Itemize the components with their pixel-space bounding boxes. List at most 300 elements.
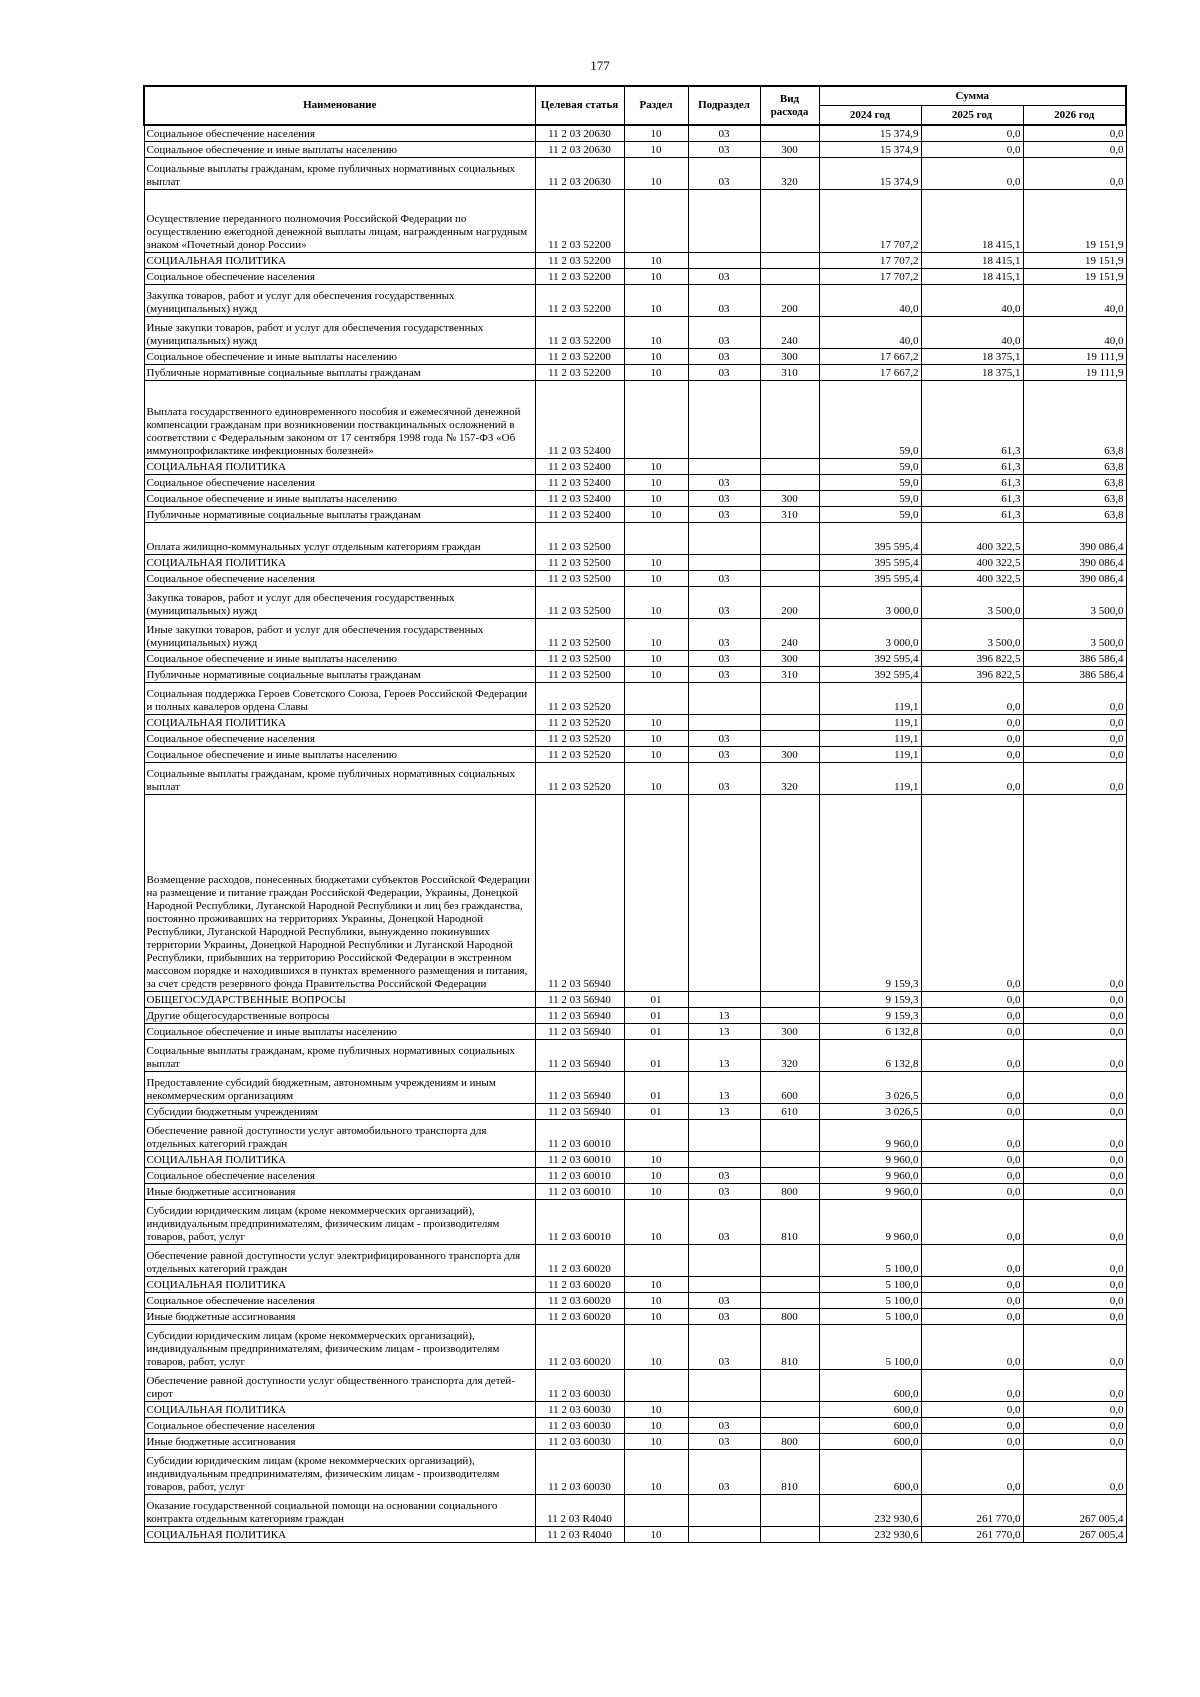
- cell-target-article: 11 2 03 60020: [535, 1293, 624, 1309]
- cell-subsection: [688, 992, 760, 1008]
- cell-target-article: 11 2 03 52500: [535, 619, 624, 651]
- table-row: [144, 365, 1126, 381]
- cell-expense-type: [760, 571, 819, 587]
- cell-target-article: 11 2 03 56940: [535, 1040, 624, 1072]
- table-row: [144, 992, 1126, 1008]
- header-sum: Сумма: [819, 86, 1126, 106]
- table-row: [144, 1277, 1126, 1293]
- cell-name: Предоставление субсидий бюджетным, автономным учреждениям и иным некоммерческим организациям: [144, 1072, 535, 1104]
- cell-expense-type: 310: [760, 667, 819, 683]
- cell-sum-2026: 0,0: [1023, 747, 1126, 763]
- cell-sum-2026: 0,0: [1023, 125, 1126, 142]
- cell-name: Социальная поддержка Героев Советского Союза, Героев Российской Федерации и полных кавалеров ордена Славы: [144, 683, 535, 715]
- cell-subsection: [688, 715, 760, 731]
- cell-section: 01: [624, 992, 688, 1008]
- cell-target-article: 11 2 03 60020: [535, 1245, 624, 1277]
- cell-sum-2024: 9 960,0: [819, 1168, 921, 1184]
- cell-section: [624, 1120, 688, 1152]
- cell-expense-type: [760, 992, 819, 1008]
- table-row: [144, 667, 1126, 683]
- cell-sum-2024: 3 026,5: [819, 1104, 921, 1120]
- cell-name: Иные бюджетные ассигнования: [144, 1309, 535, 1325]
- cell-sum-2026: 0,0: [1023, 142, 1126, 158]
- cell-sum-2024: 232 930,6: [819, 1527, 921, 1543]
- cell-name: Публичные нормативные социальные выплаты гражданам: [144, 507, 535, 523]
- cell-name: Социальные выплаты гражданам, кроме публичных нормативных социальных выплат: [144, 1040, 535, 1072]
- table-row: [144, 459, 1126, 475]
- cell-subsection: 03: [688, 1168, 760, 1184]
- cell-target-article: 11 2 03 60010: [535, 1120, 624, 1152]
- cell-expense-type: [760, 731, 819, 747]
- cell-name: Обеспечение равной доступности услуг общественного транспорта для детей-сирот: [144, 1370, 535, 1402]
- table-row: [144, 763, 1126, 795]
- cell-name: Социальные выплаты гражданам, кроме публичных нормативных социальных выплат: [144, 158, 535, 190]
- cell-sum-2025: 3 500,0: [921, 587, 1023, 619]
- table-row: [144, 190, 1126, 253]
- cell-expense-type: 300: [760, 142, 819, 158]
- cell-sum-2026: 0,0: [1023, 1072, 1126, 1104]
- cell-name: СОЦИАЛЬНАЯ ПОЛИТИКА: [144, 1527, 535, 1543]
- cell-sum-2026: 0,0: [1023, 731, 1126, 747]
- cell-expense-type: [760, 683, 819, 715]
- cell-section: 10: [624, 349, 688, 365]
- table-row: [144, 253, 1126, 269]
- cell-sum-2024: 119,1: [819, 731, 921, 747]
- cell-name: СОЦИАЛЬНАЯ ПОЛИТИКА: [144, 1152, 535, 1168]
- cell-sum-2025: 400 322,5: [921, 555, 1023, 571]
- table-row: [144, 1450, 1126, 1495]
- cell-name: Иные бюджетные ассигнования: [144, 1184, 535, 1200]
- cell-expense-type: [760, 1277, 819, 1293]
- cell-name: Другие общегосударственные вопросы: [144, 1008, 535, 1024]
- table-row: [144, 619, 1126, 651]
- cell-section: 01: [624, 1024, 688, 1040]
- cell-subsection: 13: [688, 1024, 760, 1040]
- cell-sum-2026: 19 111,9: [1023, 349, 1126, 365]
- cell-section: 10: [624, 1402, 688, 1418]
- cell-target-article: 11 2 03 52200: [535, 269, 624, 285]
- cell-sum-2026: 386 586,4: [1023, 651, 1126, 667]
- cell-sum-2024: 17 707,2: [819, 190, 921, 253]
- cell-subsection: 03: [688, 571, 760, 587]
- cell-subsection: 03: [688, 317, 760, 349]
- cell-sum-2024: 15 374,9: [819, 142, 921, 158]
- table-row: [144, 747, 1126, 763]
- cell-sum-2026: 0,0: [1023, 992, 1126, 1008]
- cell-sum-2025: 0,0: [921, 1200, 1023, 1245]
- cell-sum-2026: 0,0: [1023, 1402, 1126, 1418]
- table-row: [144, 587, 1126, 619]
- table-row: [144, 1309, 1126, 1325]
- cell-target-article: 11 2 03 52200: [535, 190, 624, 253]
- cell-sum-2025: 0,0: [921, 1104, 1023, 1120]
- cell-expense-type: 240: [760, 317, 819, 349]
- cell-section: 10: [624, 1152, 688, 1168]
- cell-sum-2024: 392 595,4: [819, 667, 921, 683]
- cell-section: 10: [624, 317, 688, 349]
- cell-sum-2024: 9 960,0: [819, 1184, 921, 1200]
- cell-sum-2025: 0,0: [921, 1309, 1023, 1325]
- cell-subsection: 03: [688, 349, 760, 365]
- cell-name: СОЦИАЛЬНАЯ ПОЛИТИКА: [144, 253, 535, 269]
- cell-target-article: 11 2 03 R4040: [535, 1495, 624, 1527]
- cell-sum-2024: 395 595,4: [819, 571, 921, 587]
- cell-sum-2025: 61,3: [921, 381, 1023, 459]
- cell-section: [624, 1245, 688, 1277]
- cell-sum-2026: 0,0: [1023, 1245, 1126, 1277]
- cell-sum-2026: 390 086,4: [1023, 523, 1126, 555]
- cell-subsection: [688, 683, 760, 715]
- cell-section: 10: [624, 731, 688, 747]
- cell-subsection: 13: [688, 1072, 760, 1104]
- cell-sum-2024: 17 667,2: [819, 349, 921, 365]
- cell-subsection: 03: [688, 1418, 760, 1434]
- cell-expense-type: 320: [760, 158, 819, 190]
- cell-sum-2024: 395 595,4: [819, 523, 921, 555]
- cell-sum-2025: 61,3: [921, 459, 1023, 475]
- cell-name: Социальное обеспечение и иные выплаты населению: [144, 651, 535, 667]
- cell-sum-2024: 600,0: [819, 1370, 921, 1402]
- cell-name: Субсидии юридическим лицам (кроме некоммерческих организаций), индивидуальным предпринимателям, физическим лицам - производителям товаров, работ, услуг: [144, 1200, 535, 1245]
- cell-sum-2026: 0,0: [1023, 1008, 1126, 1024]
- cell-sum-2026: 63,8: [1023, 475, 1126, 491]
- cell-subsection: 03: [688, 1309, 760, 1325]
- cell-target-article: 11 2 03 52200: [535, 253, 624, 269]
- cell-expense-type: 310: [760, 365, 819, 381]
- cell-subsection: [688, 190, 760, 253]
- cell-target-article: 11 2 03 52200: [535, 285, 624, 317]
- cell-sum-2024: 5 100,0: [819, 1245, 921, 1277]
- cell-subsection: [688, 459, 760, 475]
- cell-sum-2024: 3 026,5: [819, 1072, 921, 1104]
- cell-name: Социальное обеспечение населения: [144, 1418, 535, 1434]
- cell-expense-type: [760, 523, 819, 555]
- cell-expense-type: [760, 190, 819, 253]
- table-row: [144, 1120, 1126, 1152]
- cell-subsection: 03: [688, 158, 760, 190]
- cell-expense-type: 800: [760, 1184, 819, 1200]
- cell-section: 10: [624, 1168, 688, 1184]
- cell-sum-2025: 0,0: [921, 747, 1023, 763]
- cell-sum-2026: 0,0: [1023, 1152, 1126, 1168]
- cell-subsection: 03: [688, 619, 760, 651]
- cell-sum-2025: 396 822,5: [921, 651, 1023, 667]
- cell-target-article: 11 2 03 56940: [535, 795, 624, 992]
- cell-sum-2024: 119,1: [819, 683, 921, 715]
- cell-sum-2025: 0,0: [921, 1434, 1023, 1450]
- cell-name: Публичные нормативные социальные выплаты гражданам: [144, 667, 535, 683]
- cell-section: [624, 1495, 688, 1527]
- cell-sum-2026: 0,0: [1023, 158, 1126, 190]
- cell-expense-type: [760, 381, 819, 459]
- cell-sum-2025: 0,0: [921, 125, 1023, 142]
- table-row: [144, 1434, 1126, 1450]
- cell-expense-type: 300: [760, 747, 819, 763]
- cell-subsection: [688, 381, 760, 459]
- cell-subsection: [688, 1527, 760, 1543]
- cell-sum-2025: 0,0: [921, 715, 1023, 731]
- cell-subsection: 03: [688, 651, 760, 667]
- cell-sum-2026: 0,0: [1023, 1104, 1126, 1120]
- cell-target-article: 11 2 03 52500: [535, 667, 624, 683]
- cell-target-article: 11 2 03 60030: [535, 1370, 624, 1402]
- cell-subsection: 03: [688, 507, 760, 523]
- cell-sum-2025: 0,0: [921, 1418, 1023, 1434]
- cell-name: Социальное обеспечение и иные выплаты населению: [144, 349, 535, 365]
- cell-sum-2025: 400 322,5: [921, 571, 1023, 587]
- cell-sum-2024: 15 374,9: [819, 125, 921, 142]
- cell-name: Выплата государственного единовременного пособия и ежемесячной денежной компенсации гражданам при возникновении поствакцинальных осложнений в соответствии с Федеральным законом от 17 сентября 1998 года № 157-ФЗ «Об иммунопрофилактике инфекционных болезней»: [144, 381, 535, 459]
- cell-name: Возмещение расходов, понесенных бюджетами субъектов Российской Федерации на размещение и питание граждан Российской Федерации, Украины, Донецкой Народной Республики, Луганской Народной Республики и лиц без гражданства, постоянно проживавших на территориях Украины, Донецкой Народной Республики, Луганской Народной Республики, вынужденно покинувших территории Украины, Донецкой Народной Республики и Луганской Народной Республики, прибывших на территорию Российской Федерации в экстренном массовом порядке и находившихся в пунктах временного размещения и питания, за счет средств резервного фонда Правительства Российской Федерации: [144, 795, 535, 992]
- cell-subsection: 03: [688, 1184, 760, 1200]
- cell-target-article: 11 2 03 20630: [535, 125, 624, 142]
- cell-section: 10: [624, 763, 688, 795]
- cell-expense-type: 200: [760, 587, 819, 619]
- cell-sum-2025: 0,0: [921, 1168, 1023, 1184]
- cell-sum-2025: 261 770,0: [921, 1495, 1023, 1527]
- cell-subsection: 03: [688, 1200, 760, 1245]
- cell-expense-type: 310: [760, 507, 819, 523]
- cell-sum-2026: 63,8: [1023, 459, 1126, 475]
- cell-sum-2024: 600,0: [819, 1402, 921, 1418]
- cell-expense-type: 610: [760, 1104, 819, 1120]
- table-row: [144, 269, 1126, 285]
- cell-sum-2026: 0,0: [1023, 1200, 1126, 1245]
- cell-sum-2024: 40,0: [819, 285, 921, 317]
- cell-sum-2025: 261 770,0: [921, 1527, 1023, 1543]
- cell-sum-2025: 0,0: [921, 1370, 1023, 1402]
- cell-name: Социальное обеспечение населения: [144, 731, 535, 747]
- cell-section: 10: [624, 571, 688, 587]
- cell-name: Социальное обеспечение населения: [144, 269, 535, 285]
- table-row: [144, 523, 1126, 555]
- cell-target-article: 11 2 03 52520: [535, 747, 624, 763]
- cell-expense-type: [760, 475, 819, 491]
- table-row: [144, 1200, 1126, 1245]
- cell-section: [624, 795, 688, 992]
- cell-expense-type: 320: [760, 763, 819, 795]
- cell-target-article: 11 2 03 60010: [535, 1184, 624, 1200]
- cell-name: Социальное обеспечение и иные выплаты населению: [144, 491, 535, 507]
- cell-name: Публичные нормативные социальные выплаты гражданам: [144, 365, 535, 381]
- cell-section: 10: [624, 1450, 688, 1495]
- cell-sum-2025: 0,0: [921, 142, 1023, 158]
- cell-subsection: 13: [688, 1008, 760, 1024]
- table-row: [144, 1293, 1126, 1309]
- cell-section: [624, 683, 688, 715]
- table-row: [144, 1072, 1126, 1104]
- table-row: [144, 475, 1126, 491]
- cell-subsection: [688, 1495, 760, 1527]
- cell-section: 10: [624, 285, 688, 317]
- table-row: [144, 381, 1126, 459]
- cell-expense-type: [760, 1402, 819, 1418]
- cell-name: Социальное обеспечение населения: [144, 1168, 535, 1184]
- cell-sum-2026: 0,0: [1023, 1434, 1126, 1450]
- cell-sum-2025: 18 375,1: [921, 349, 1023, 365]
- cell-expense-type: 300: [760, 651, 819, 667]
- cell-sum-2024: 3 000,0: [819, 587, 921, 619]
- cell-section: 10: [624, 365, 688, 381]
- cell-sum-2026: 0,0: [1023, 763, 1126, 795]
- cell-sum-2025: 18 375,1: [921, 365, 1023, 381]
- cell-name: СОЦИАЛЬНАЯ ПОЛИТИКА: [144, 715, 535, 731]
- cell-subsection: 03: [688, 269, 760, 285]
- cell-target-article: 11 2 03 52200: [535, 317, 624, 349]
- cell-sum-2026: 19 151,9: [1023, 190, 1126, 253]
- cell-expense-type: [760, 1527, 819, 1543]
- cell-name: Иные закупки товаров, работ и услуг для обеспечения государственных (муниципальных) нужд: [144, 317, 535, 349]
- cell-section: 10: [624, 507, 688, 523]
- cell-sum-2025: 40,0: [921, 317, 1023, 349]
- cell-section: 10: [624, 475, 688, 491]
- header-year-2024: 2024 год: [819, 106, 921, 126]
- cell-sum-2025: 0,0: [921, 1024, 1023, 1040]
- table-row: [144, 158, 1126, 190]
- cell-sum-2024: 395 595,4: [819, 555, 921, 571]
- cell-target-article: 11 2 03 52400: [535, 459, 624, 475]
- cell-target-article: 11 2 03 60020: [535, 1325, 624, 1370]
- cell-sum-2026: 63,8: [1023, 381, 1126, 459]
- cell-name: Социальное обеспечение населения: [144, 125, 535, 142]
- cell-section: 10: [624, 491, 688, 507]
- table-row: [144, 1370, 1126, 1402]
- cell-sum-2024: 9 960,0: [819, 1152, 921, 1168]
- cell-name: Субсидии юридическим лицам (кроме некоммерческих организаций), индивидуальным предпринимателям, физическим лицам - производителям товаров, работ, услуг: [144, 1450, 535, 1495]
- cell-sum-2024: 600,0: [819, 1450, 921, 1495]
- cell-name: Социальные выплаты гражданам, кроме публичных нормативных социальных выплат: [144, 763, 535, 795]
- table-row: [144, 1168, 1126, 1184]
- cell-subsection: 13: [688, 1104, 760, 1120]
- cell-section: 10: [624, 619, 688, 651]
- cell-sum-2025: 0,0: [921, 763, 1023, 795]
- cell-target-article: 11 2 03 52500: [535, 523, 624, 555]
- table-row: [144, 795, 1126, 992]
- cell-sum-2024: 59,0: [819, 381, 921, 459]
- cell-expense-type: [760, 1152, 819, 1168]
- cell-name: СОЦИАЛЬНАЯ ПОЛИТИКА: [144, 459, 535, 475]
- cell-subsection: 03: [688, 142, 760, 158]
- cell-expense-type: 200: [760, 285, 819, 317]
- cell-section: 01: [624, 1040, 688, 1072]
- cell-name: Оплата жилищно-коммунальных услуг отдельным категориям граждан: [144, 523, 535, 555]
- cell-sum-2026: 0,0: [1023, 1325, 1126, 1370]
- cell-sum-2024: 17 667,2: [819, 365, 921, 381]
- cell-subsection: 03: [688, 763, 760, 795]
- cell-section: 01: [624, 1008, 688, 1024]
- cell-sum-2026: 390 086,4: [1023, 555, 1126, 571]
- cell-sum-2025: 0,0: [921, 992, 1023, 1008]
- header-name: Наименование: [144, 86, 535, 125]
- cell-target-article: 11 2 03 56940: [535, 1104, 624, 1120]
- cell-target-article: 11 2 03 60020: [535, 1309, 624, 1325]
- table-row: [144, 1152, 1126, 1168]
- cell-sum-2025: 40,0: [921, 285, 1023, 317]
- cell-sum-2024: 392 595,4: [819, 651, 921, 667]
- cell-name: СОЦИАЛЬНАЯ ПОЛИТИКА: [144, 555, 535, 571]
- cell-sum-2026: 0,0: [1023, 1309, 1126, 1325]
- table-row: [144, 731, 1126, 747]
- cell-target-article: 11 2 03 52400: [535, 507, 624, 523]
- cell-target-article: 11 2 03 52400: [535, 491, 624, 507]
- table-row: [144, 571, 1126, 587]
- cell-expense-type: [760, 795, 819, 992]
- cell-target-article: 11 2 03 60010: [535, 1200, 624, 1245]
- cell-target-article: 11 2 03 60030: [535, 1434, 624, 1450]
- header-section: Раздел: [624, 86, 688, 125]
- cell-expense-type: 810: [760, 1200, 819, 1245]
- header-expense-type: Вид расхода: [760, 86, 819, 125]
- cell-section: 10: [624, 459, 688, 475]
- cell-sum-2026: 40,0: [1023, 285, 1126, 317]
- cell-name: Оказание государственной социальной помощи на основании социального контракта отдельным категориям граждан: [144, 1495, 535, 1527]
- cell-target-article: 11 2 03 60030: [535, 1418, 624, 1434]
- cell-section: 10: [624, 747, 688, 763]
- cell-target-article: 11 2 03 56940: [535, 1008, 624, 1024]
- cell-sum-2024: 119,1: [819, 747, 921, 763]
- cell-sum-2025: 0,0: [921, 1402, 1023, 1418]
- page-number: 177: [590, 58, 610, 73]
- cell-sum-2026: 0,0: [1023, 1450, 1126, 1495]
- cell-expense-type: 600: [760, 1072, 819, 1104]
- cell-section: 10: [624, 125, 688, 142]
- cell-expense-type: 320: [760, 1040, 819, 1072]
- cell-sum-2024: 59,0: [819, 475, 921, 491]
- table-row: [144, 1024, 1126, 1040]
- cell-sum-2026: 3 500,0: [1023, 587, 1126, 619]
- cell-name: СОЦИАЛЬНАЯ ПОЛИТИКА: [144, 1277, 535, 1293]
- table-row: [144, 317, 1126, 349]
- cell-name: Обеспечение равной доступности услуг автомобильного транспорта для отдельных категорий граждан: [144, 1120, 535, 1152]
- cell-sum-2025: 0,0: [921, 1184, 1023, 1200]
- cell-sum-2024: 6 132,8: [819, 1040, 921, 1072]
- cell-sum-2025: 396 822,5: [921, 667, 1023, 683]
- cell-sum-2024: 232 930,6: [819, 1495, 921, 1527]
- cell-target-article: 11 2 03 60010: [535, 1168, 624, 1184]
- cell-sum-2025: 61,3: [921, 507, 1023, 523]
- cell-section: 10: [624, 269, 688, 285]
- cell-sum-2025: 61,3: [921, 491, 1023, 507]
- table-row: [144, 142, 1126, 158]
- cell-subsection: 03: [688, 587, 760, 619]
- cell-expense-type: [760, 1293, 819, 1309]
- cell-sum-2024: 9 159,3: [819, 992, 921, 1008]
- cell-sum-2024: 5 100,0: [819, 1293, 921, 1309]
- cell-section: [624, 523, 688, 555]
- cell-subsection: [688, 1277, 760, 1293]
- cell-subsection: 03: [688, 475, 760, 491]
- cell-name: Закупка товаров, работ и услуг для обеспечения государственных (муниципальных) нужд: [144, 285, 535, 317]
- table-row: [144, 555, 1126, 571]
- cell-section: 10: [624, 1277, 688, 1293]
- cell-expense-type: [760, 1418, 819, 1434]
- cell-sum-2025: 400 322,5: [921, 523, 1023, 555]
- cell-sum-2024: 9 159,3: [819, 795, 921, 992]
- cell-sum-2024: 9 960,0: [819, 1200, 921, 1245]
- cell-expense-type: [760, 1245, 819, 1277]
- cell-expense-type: 810: [760, 1325, 819, 1370]
- cell-section: 10: [624, 158, 688, 190]
- cell-sum-2026: 267 005,4: [1023, 1495, 1126, 1527]
- table-row: [144, 1040, 1126, 1072]
- cell-section: 10: [624, 715, 688, 731]
- cell-subsection: 03: [688, 125, 760, 142]
- cell-section: 10: [624, 651, 688, 667]
- cell-name: СОЦИАЛЬНАЯ ПОЛИТИКА: [144, 1402, 535, 1418]
- cell-sum-2024: 600,0: [819, 1418, 921, 1434]
- table-row: [144, 507, 1126, 523]
- cell-name: Социальное обеспечение населения: [144, 571, 535, 587]
